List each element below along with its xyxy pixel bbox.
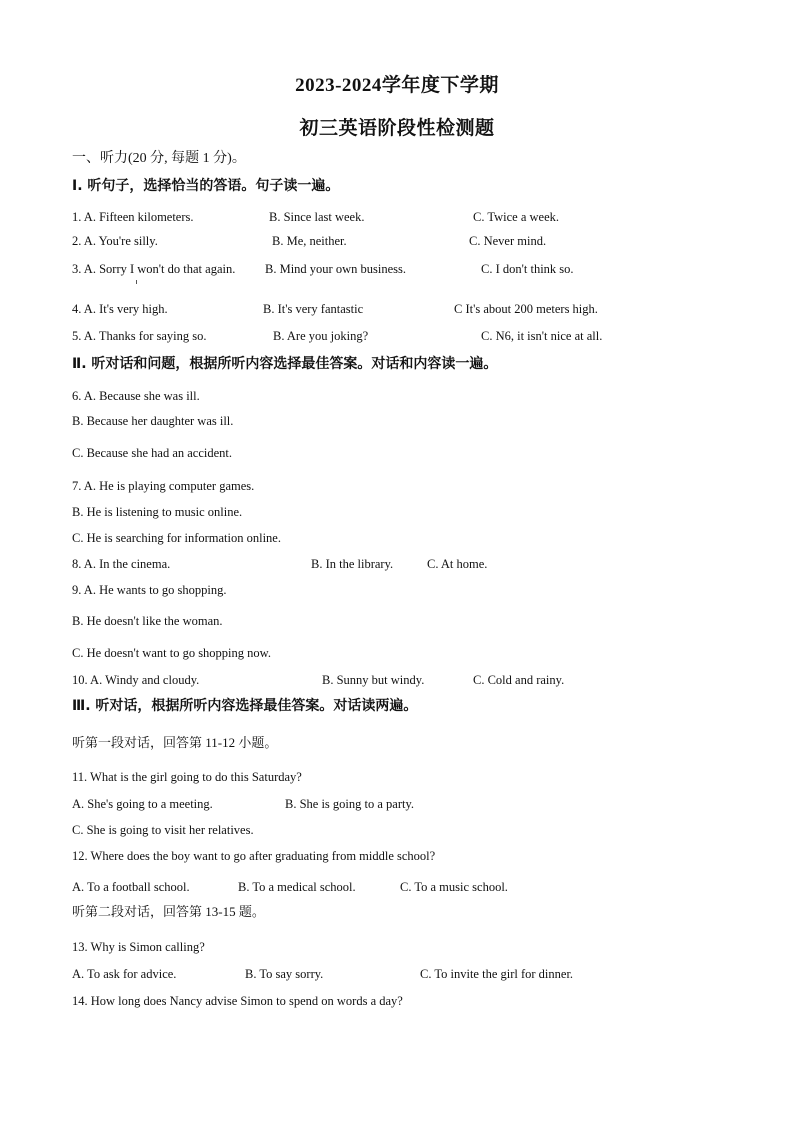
option-a: 10. A. Windy and cloudy. [72,673,200,687]
option-b: B. To say sorry. [245,967,324,981]
part2-heading: Ⅱ. 听对话和问题，根据所听内容选择最佳答案。对话和内容读一遍。 [72,356,498,372]
option-b: B. It's very fantastic [263,302,364,316]
option-b: B. Mind your own business. [265,262,406,276]
option-c: C. To invite the girl for dinner. [420,967,574,981]
question-11-stem: 11. What is the girl going to do this Saturday? [72,770,302,784]
part1-heading: I. 听句子，选择恰当的答语。句子读一遍。 [72,178,340,194]
section-listening-heading: 一、听力(20 分, 每题 1 分)。 [72,151,246,166]
part3-heading: Ⅲ. 听对话，根据所听内容选择最佳答案。对话读两遍。 [72,698,418,714]
option-c: C. I don't think so. [481,262,574,276]
question-7-option-a: 7. A. He is playing computer games. [72,479,255,493]
question-7-option-c: C. He is searching for information online. [72,531,281,545]
option-b: B. Since last week. [269,210,365,224]
option-a: 3. A. Sorry I won't do that again. [72,262,236,276]
dialogue1-instruction: 听第一段对话，回答第 11-12 小题。 [72,735,278,750]
question-6-option-b: B. Because her daughter was ill. [72,414,234,428]
exam-title-subject: 初三英语阶段性检测题 [299,118,495,139]
question-14-stem: 14. How long does Nancy advise Simon to spend on words a day? [72,994,403,1008]
option-b: B. To a medical school. [238,880,356,894]
option-c: C. N6, it isn't nice at all. [481,329,603,343]
exam-title-year: 2023-2024学年度下学期 [295,75,499,96]
question-9-option-c: C. He doesn't want to go shopping now. [72,646,271,660]
option-a: A. She's going to a meeting. [72,797,213,811]
option-a: A. To ask for advice. [72,967,177,981]
option-c: C It's about 200 meters high. [454,302,598,316]
option-b: B. She is going to a party. [285,797,415,811]
option-b: B. In the library. [311,557,394,571]
option-a: A. To a football school. [72,880,190,894]
stray-mark [136,280,137,284]
question-13-stem: 13. Why is Simon calling? [72,940,205,954]
question-9-option-b: B. He doesn't like the woman. [72,614,223,628]
option-a: 8. A. In the cinema. [72,557,171,571]
option-c: C. At home. [427,557,488,571]
question-11-option-c: C. She is going to visit her relatives. [72,823,254,837]
dialogue2-instruction: 听第二段对话，回答第 13-15 题。 [72,904,265,919]
question-6-option-a: 6. A. Because she was ill. [72,389,200,403]
option-b: B. Sunny but windy. [322,673,425,687]
option-a: 2. A. You're silly. [72,234,158,248]
option-a: 5. A. Thanks for saying so. [72,329,207,343]
option-a: 1. A. Fifteen kilometers. [72,210,194,224]
option-c: C. Cold and rainy. [473,673,565,687]
option-c: C. Twice a week. [473,210,560,224]
question-7-option-b: B. He is listening to music online. [72,505,243,519]
option-b: B. Me, neither. [272,234,347,248]
option-c: C. To a music school. [400,880,508,894]
question-9-option-a: 9. A. He wants to go shopping. [72,583,227,597]
option-c: C. Never mind. [469,234,547,248]
option-a: 4. A. It's very high. [72,302,168,316]
question-12-stem: 12. Where does the boy want to go after graduating from middle school? [72,849,436,863]
question-6-option-c: C. Because she had an accident. [72,446,233,460]
option-b: B. Are you joking? [273,329,369,343]
